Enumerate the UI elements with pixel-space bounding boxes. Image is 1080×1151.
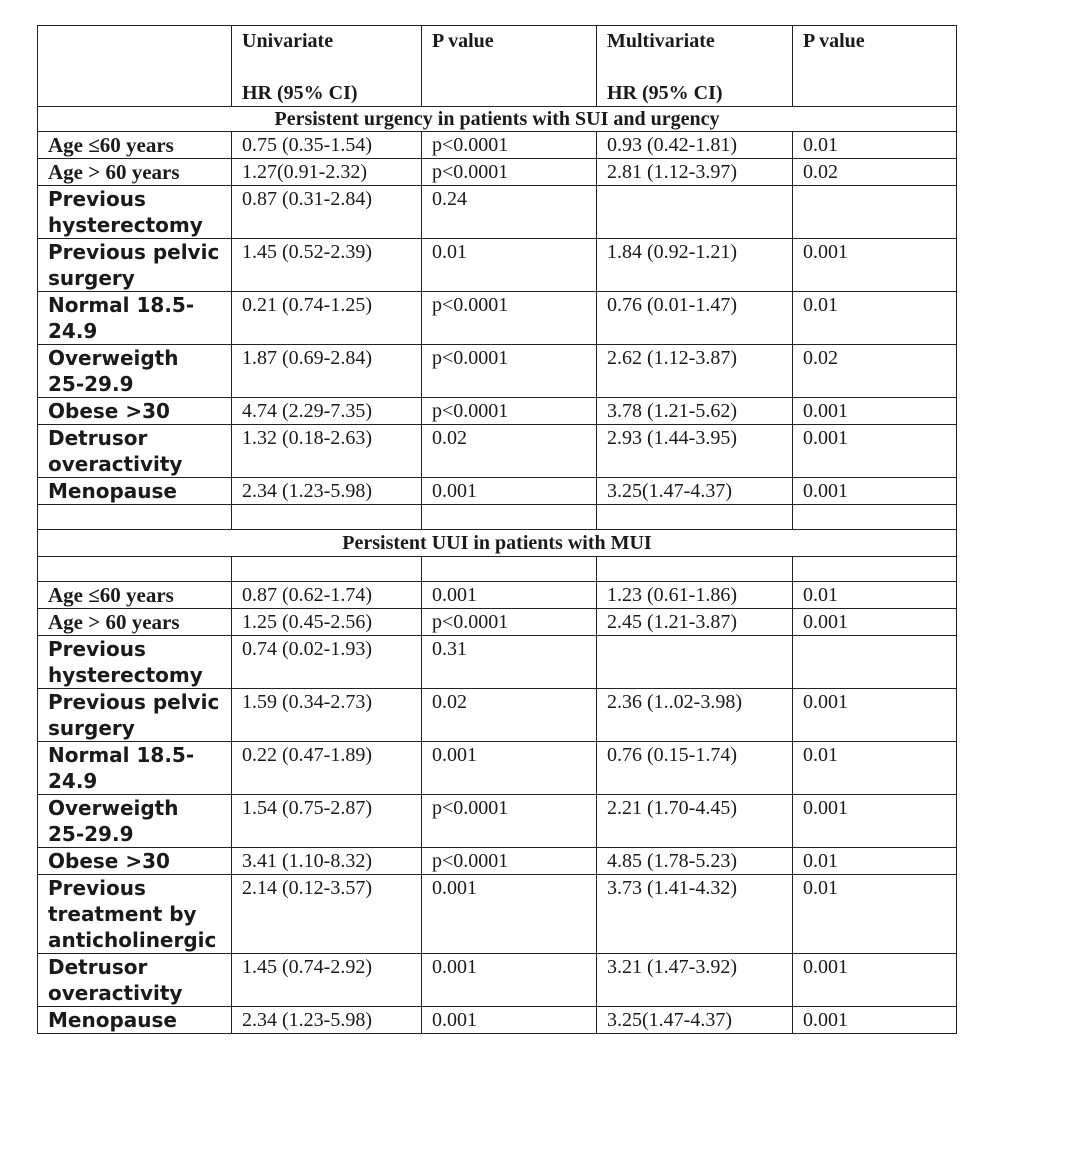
univariate-p: p<0.0001 [422, 609, 597, 636]
row-label: Obese >30 [38, 398, 232, 425]
univariate-p: 0.001 [422, 1007, 597, 1034]
univariate-p: 0.001 [422, 478, 597, 505]
header-empty-cell [38, 26, 232, 107]
multivariate-p: 0.01 [793, 848, 957, 875]
section-1-title-row [38, 107, 957, 132]
univariate-subtitle: HR (95% CI) [242, 82, 358, 104]
spacer-cell [597, 505, 793, 530]
multivariate-hr: 3.21 (1.47-3.92) [597, 954, 793, 1007]
univariate-p: p<0.0001 [422, 159, 597, 186]
univariate-hr: 0.21 (0.74-1.25) [232, 292, 422, 345]
spacer-cell [38, 557, 232, 582]
row-label: Obese >30 [38, 848, 232, 875]
univariate-hr: 2.34 (1.23-5.98) [232, 1007, 422, 1034]
table-row [38, 425, 957, 478]
table-row [38, 478, 957, 505]
univariate-p: 0.02 [422, 689, 597, 742]
univariate-title: Univariate [242, 30, 334, 52]
multivariate-hr: 0.76 (0.01-1.47) [597, 292, 793, 345]
univariate-p: 0.31 [422, 636, 597, 689]
row-label: Detrusor overactivity [38, 425, 232, 478]
multivariate-p: 0.01 [793, 875, 957, 954]
multivariate-hr: 2.93 (1.44-3.95) [597, 425, 793, 478]
table-row [38, 292, 957, 345]
multivariate-p: 0.01 [793, 582, 957, 609]
univariate-p: p<0.0001 [422, 345, 597, 398]
univariate-p: 0.01 [422, 239, 597, 292]
row-label: Previous pelvic surgery [38, 689, 232, 742]
univariate-p: p<0.0001 [422, 795, 597, 848]
multivariate-hr: 2.62 (1.12-3.87) [597, 345, 793, 398]
row-label: Overweigth 25-29.9 [38, 795, 232, 848]
header-pvalue-1: P value [422, 26, 597, 107]
univariate-hr: 0.22 (0.47-1.89) [232, 742, 422, 795]
spacer-cell [38, 505, 232, 530]
row-label: Previous treatment by anticholinergic [38, 875, 232, 954]
table-row [38, 795, 957, 848]
spacer-cell [422, 505, 597, 530]
multivariate-hr: 4.85 (1.78-5.23) [597, 848, 793, 875]
spacer-cell [597, 557, 793, 582]
row-label: Previous pelvic surgery [38, 239, 232, 292]
univariate-p: p<0.0001 [422, 132, 597, 159]
table-row [38, 954, 957, 1007]
univariate-p: 0.001 [422, 582, 597, 609]
table-row [38, 636, 957, 689]
multivariate-hr [597, 636, 793, 689]
univariate-p: 0.001 [422, 742, 597, 795]
univariate-hr: 1.32 (0.18-2.63) [232, 425, 422, 478]
row-label: Age > 60 years [38, 159, 232, 186]
univariate-hr: 3.41 (1.10-8.32) [232, 848, 422, 875]
table-row [38, 398, 957, 425]
multivariate-hr: 3.78 (1.21-5.62) [597, 398, 793, 425]
multivariate-p: 0.02 [793, 345, 957, 398]
multivariate-p: 0.02 [793, 159, 957, 186]
spacer-cell [232, 557, 422, 582]
univariate-hr: 0.74 (0.02-1.93) [232, 636, 422, 689]
univariate-hr: 1.45 (0.52-2.39) [232, 239, 422, 292]
multivariate-p: 0.001 [793, 239, 957, 292]
row-label: Previous hysterectomy [38, 186, 232, 239]
multivariate-p: 0.001 [793, 954, 957, 1007]
multivariate-p: 0.001 [793, 689, 957, 742]
univariate-p: 0.02 [422, 425, 597, 478]
multivariate-hr: 1.23 (0.61-1.86) [597, 582, 793, 609]
section-1-title: Persistent urgency in patients with SUI and urgency [38, 107, 957, 132]
multivariate-hr [597, 186, 793, 239]
spacer-row [38, 557, 957, 582]
spacer-cell [422, 557, 597, 582]
multivariate-hr: 1.84 (0.92-1.21) [597, 239, 793, 292]
univariate-p: 0.001 [422, 954, 597, 1007]
univariate-p: 0.24 [422, 186, 597, 239]
table-row [38, 848, 957, 875]
header-multivariate [597, 26, 793, 107]
univariate-p: p<0.0001 [422, 292, 597, 345]
table-row [38, 875, 957, 954]
multivariate-p [793, 186, 957, 239]
spacer-cell [793, 505, 957, 530]
multivariate-hr: 2.36 (1..02-3.98) [597, 689, 793, 742]
table-row [38, 742, 957, 795]
multivariate-hr: 3.25(1.47-4.37) [597, 1007, 793, 1034]
multivariate-p: 0.01 [793, 132, 957, 159]
section-2-title-row [38, 530, 957, 557]
spacer-cell [232, 505, 422, 530]
multivariate-p: 0.001 [793, 795, 957, 848]
univariate-hr: 1.54 (0.75-2.87) [232, 795, 422, 848]
multivariate-hr: 2.45 (1.21-3.87) [597, 609, 793, 636]
row-label: Normal 18.5-24.9 [38, 742, 232, 795]
multivariate-subtitle: HR (95% CI) [607, 82, 723, 104]
univariate-hr: 2.14 (0.12-3.57) [232, 875, 422, 954]
univariate-p: p<0.0001 [422, 398, 597, 425]
spacer-cell [793, 557, 957, 582]
multivariate-hr: 3.25(1.47-4.37) [597, 478, 793, 505]
row-label: Menopause [38, 478, 232, 505]
multivariate-p [793, 636, 957, 689]
univariate-hr: 1.25 (0.45-2.56) [232, 609, 422, 636]
univariate-hr: 0.75 (0.35-1.54) [232, 132, 422, 159]
multivariate-p: 0.001 [793, 609, 957, 636]
header-pvalue-2: P value [793, 26, 957, 107]
table-row [38, 345, 957, 398]
table-row [38, 1007, 957, 1034]
table-row [38, 132, 957, 159]
table-row [38, 159, 957, 186]
row-label: Menopause [38, 1007, 232, 1034]
multivariate-hr: 2.81 (1.12-3.97) [597, 159, 793, 186]
multivariate-hr: 0.76 (0.15-1.74) [597, 742, 793, 795]
multivariate-hr: 0.93 (0.42-1.81) [597, 132, 793, 159]
multivariate-p: 0.01 [793, 742, 957, 795]
univariate-hr: 2.34 (1.23-5.98) [232, 478, 422, 505]
table-header-row [38, 26, 957, 107]
hazard-ratio-table [37, 25, 957, 1034]
multivariate-p: 0.001 [793, 398, 957, 425]
row-label: Previous hysterectomy [38, 636, 232, 689]
univariate-hr: 0.87 (0.62-1.74) [232, 582, 422, 609]
row-label: Normal 18.5-24.9 [38, 292, 232, 345]
univariate-hr: 0.87 (0.31-2.84) [232, 186, 422, 239]
header-univariate [232, 26, 422, 107]
row-label: Age > 60 years [38, 609, 232, 636]
table-row [38, 582, 957, 609]
table-row [38, 186, 957, 239]
row-label: Overweigth 25-29.9 [38, 345, 232, 398]
row-label: Age ≤60 years [38, 582, 232, 609]
multivariate-p: 0.01 [793, 292, 957, 345]
univariate-p: p<0.0001 [422, 848, 597, 875]
multivariate-p: 0.001 [793, 478, 957, 505]
spacer-row [38, 505, 957, 530]
univariate-hr: 1.87 (0.69-2.84) [232, 345, 422, 398]
row-label: Detrusor overactivity [38, 954, 232, 1007]
univariate-hr: 1.27(0.91-2.32) [232, 159, 422, 186]
section-2-title: Persistent UUI in patients with MUI [38, 530, 957, 557]
table-row [38, 609, 957, 636]
multivariate-title: Multivariate [607, 30, 715, 52]
multivariate-p: 0.001 [793, 425, 957, 478]
row-label: Age ≤60 years [38, 132, 232, 159]
univariate-p: 0.001 [422, 875, 597, 954]
multivariate-p: 0.001 [793, 1007, 957, 1034]
univariate-hr: 4.74 (2.29-7.35) [232, 398, 422, 425]
univariate-hr: 1.45 (0.74-2.92) [232, 954, 422, 1007]
table-row [38, 689, 957, 742]
table-row [38, 239, 957, 292]
univariate-hr: 1.59 (0.34-2.73) [232, 689, 422, 742]
multivariate-hr: 2.21 (1.70-4.45) [597, 795, 793, 848]
multivariate-hr: 3.73 (1.41-4.32) [597, 875, 793, 954]
